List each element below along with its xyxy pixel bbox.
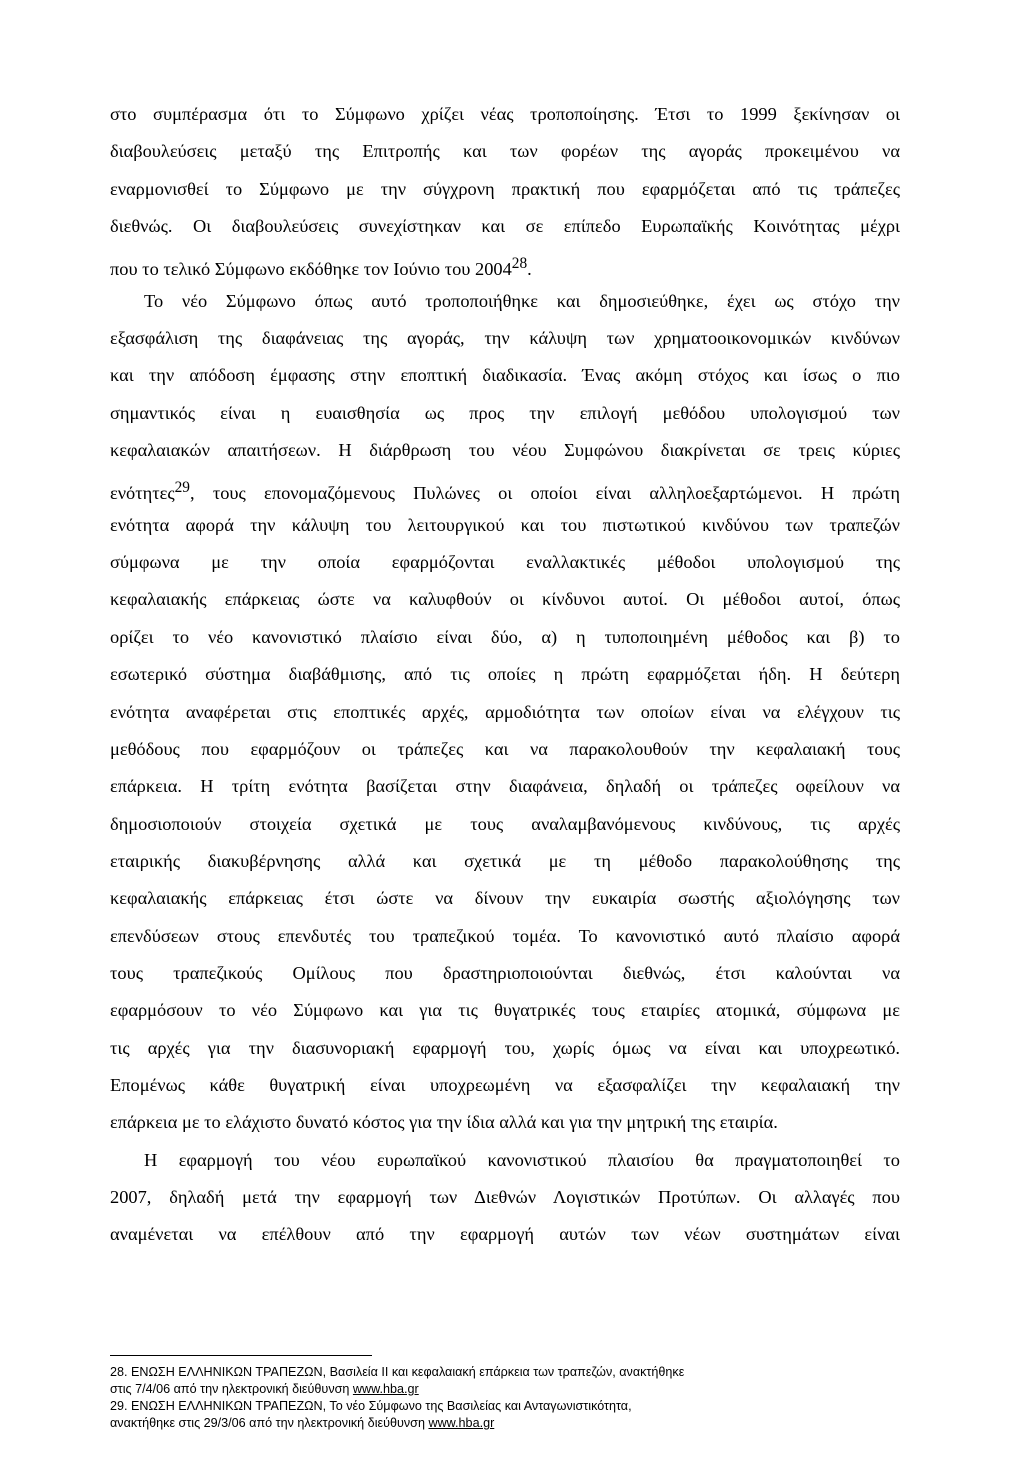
body-line: 2007, δηλαδή μετά την εφαρμογή των Διεθνών Λογιστικών Προτύπων. Οι αλλαγές που [110,1186,900,1207]
body-text: , τους επονομαζόμενους Πυλώνες οι οποίοι είναι αλληλοεξαρτώμενοι. Η πρώτη [189,483,900,504]
footnote-link[interactable]: www.hba.gr [352,1382,419,1396]
footnote-link[interactable]: www.hba.gr [428,1416,495,1430]
body-line: εταιρικής διακυβέρνησης αλλά και σχετικά με τη μέθοδο παρακολούθησης της [110,850,900,871]
body-line: τις αρχές για την διασυνοριακή εφαρμογή του, χωρίς όμως να είναι και υποχρεωτικό. [110,1037,900,1058]
body-line [110,245,900,282]
footnote-separator [110,1355,372,1356]
body-line: εφαρμόσουν το νέο Σύμφωνο και για τις θυγατρικές τους εταιρίες ατομικά, σύμφωνα με [110,1000,900,1021]
body-line: εξασφάλιση της διαφάνειας της αγοράς, την κάλυψη των χρηματοοικονομικών κινδύνων [110,328,900,349]
body-line: Η εφαρμογή του νέου ευρωπαϊκού κανονιστικού πλαισίου θα πραγματοποιηθεί το [144,1149,900,1170]
body-line: δημοσιοποιούν στοιχεία σχετικά με τους αναλαμβανόμενους κινδύνους, τις αρχές [110,813,900,834]
body-line: εναρμονισθεί το Σύμφωνο με την σύγχρονη πρακτική που εφαρμόζεται από τις τράπεζες [110,178,900,199]
body-line: Το νέο Σύμφωνο όπως αυτό τροποποιήθηκε και δημοσιεύθηκε, έχει ως στόχο την [144,290,900,311]
body-line: κεφαλαιακής επάρκειας έτσι ώστε να δίνουν την ευκαιρία σωστής αξιολόγησης των [110,888,900,909]
body-line: τους τραπεζικούς Ομίλους που δραστηριοποιούνται διεθνώς, έτσι καλούνται να [110,962,900,983]
body-line: διαβουλεύσεις μεταξύ της Επιτροπής και των φορέων της αγοράς προκειμένου να [110,141,900,162]
body-line: αναμένεται να επέλθουν από την εφαρμογή αυτών των νέων συστημάτων είναι [110,1224,900,1245]
footnotes [110,1364,900,1432]
body-text: ενότητες [110,483,175,504]
body-line: επενδύσεων στους επενδυτές του τραπεζικού τομέα. Το κανονιστικό αυτό πλαίσιο αφορά [110,925,900,946]
footnote-ref-29: 29 [174,479,190,497]
body-line: Επομένως κάθε θυγατρική είναι υποχρεωμένη να εξασφαλίζει την κεφαλαιακή την [110,1074,900,1095]
body-line: διεθνώς. Οι διαβουλεύσεις συνεχίστηκαν και σε επίπεδο Ευρωπαϊκής Κοινότητας μέχρι [110,216,900,237]
body-line: επάρκεια με το ελάχιστο δυνατό κόστος για την ίδια αλλά και για την μητρική της εταιρία. [110,1112,778,1133]
body-line: μεθόδους που εφαρμόζουν οι τράπεζες και να παρακολουθούν την κεφαλαιακή τους [110,738,900,759]
footnote-28: 28. ΕΝΩΣΗ ΕΛΛΗΝΙΚΩΝ ΤΡΑΠΕΖΩΝ, Βασιλεία ΙΙ και κεφαλαιακή επάρκεια των τραπεζών, ανακτήθηκε [110,1365,685,1379]
body-line: στο συμπέρασμα ότι το Σύμφωνο χρίζει νέας τροποποίησης. Έτσι το 1999 ξεκίνησαν οι [110,104,900,124]
body-text: που το τελικό Σύμφωνο εκδόθηκε τον Ιούνιο του 2004 [110,259,512,280]
body-line: κεφαλαιακών απαιτήσεων. Η διάρθρωση του νέου Συμφώνου διακρίνεται σε τρεις κύριες [110,440,900,461]
body-line: και την απόδοση έμφασης στην εποπτική διαδικασία. Ένας ακόμη στόχος και ίσως ο πιο [110,365,900,386]
body-line: σημαντικός είναι η ευαισθησία ως προς την επιλογή μεθόδου υπολογισμού των [110,402,900,423]
footnote-29-continued [110,1415,900,1432]
body-line [110,469,900,506]
footnote-text: στις 7/4/06 από την ηλεκτρονική διεύθυνση [110,1382,353,1396]
body-line: κεφαλαιακής επάρκειας ώστε να καλυφθούν οι κίνδυνοι αυτοί. Οι μέθοδοι αυτοί, όπως [110,589,900,610]
footnote-text: ανακτήθηκε στις 29/3/06 από την ηλεκτρονική διεύθυνση [110,1416,429,1430]
document-body [110,96,900,1254]
body-line: επάρκεια. Η τρίτη ενότητα βασίζεται στην διαφάνεια, δηλαδή οι τράπεζες οφείλουν να [110,776,900,797]
body-line: σύμφωνα με την οποία εφαρμόζονται εναλλακτικές μέθοδοι υπολογισμού της [110,552,900,573]
body-line: ορίζει το νέο κανονιστικό πλαίσιο είναι δύο, α) η τυποποιημένη μέθοδος και β) το [110,626,900,647]
body-text: . [527,259,532,280]
footnote-29: 29. ΕΝΩΣΗ ΕΛΛΗΝΙΚΩΝ ΤΡΑΠΕΖΩΝ, Το νέο Σύμφωνο της Βασιλείας και Ανταγωνιστικότητα, [110,1399,632,1413]
body-line: ενότητα αφορά την κάλυψη του λειτουργικού και του πιστωτικού κινδύνου των τραπεζών [110,514,900,535]
footnote-28-continued [110,1381,900,1398]
body-line: ενότητα αναφέρεται στις εποπτικές αρχές, αρμοδιότητα των οποίων είναι να ελέγχουν τις [110,701,900,722]
footnote-ref-28: 28 [511,255,528,273]
body-line: εσωτερικό σύστημα διαβάθμισης, από τις οποίες η πρώτη εφαρμόζεται ήδη. Η δεύτερη [110,664,900,685]
